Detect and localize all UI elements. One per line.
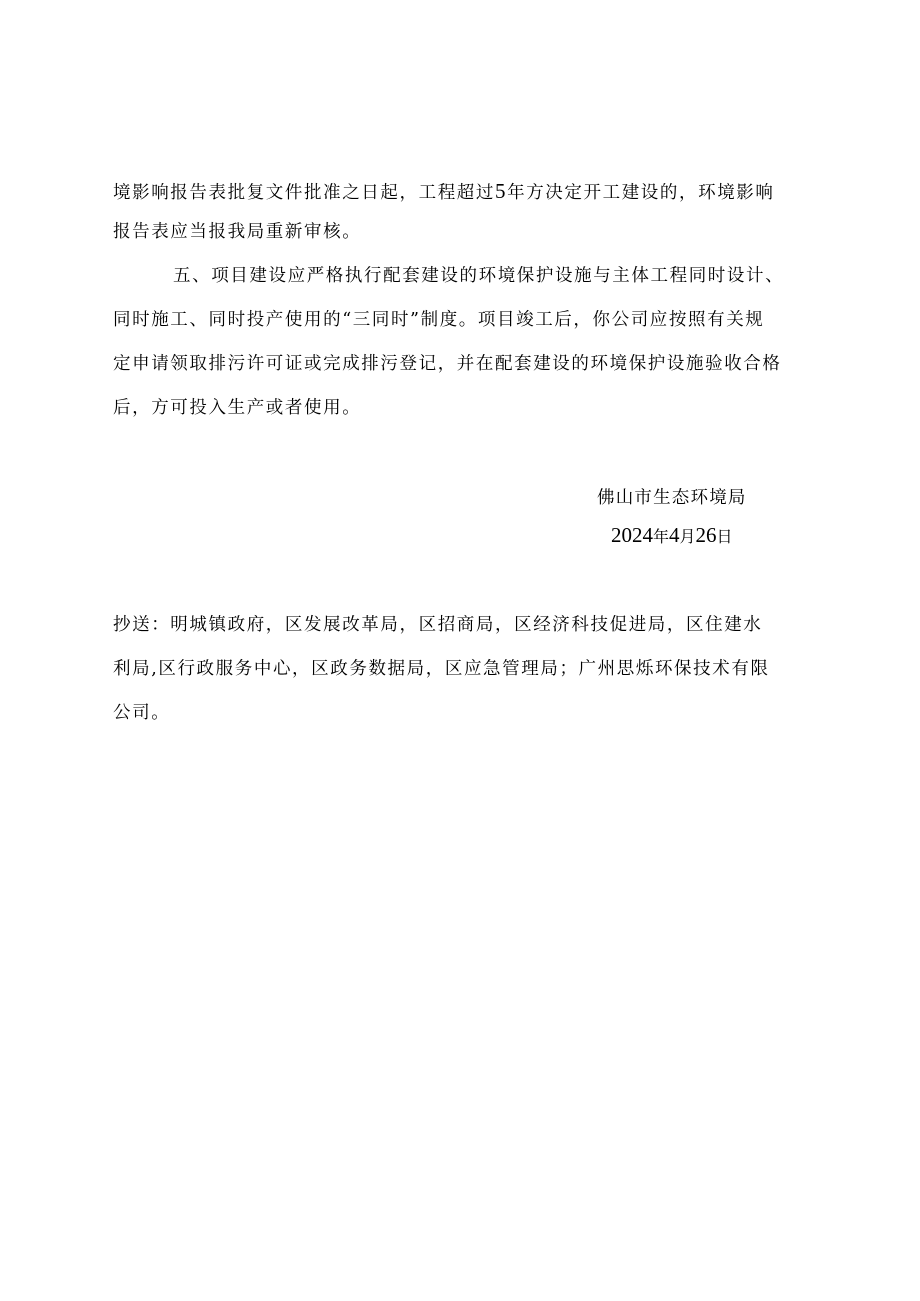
cc-line-3: 公司。: [113, 703, 171, 723]
paragraph-5-line-2: 同时施工、同时投产使用的“三同时”制度。项目竣工后，你公司应按照有关规: [113, 310, 765, 330]
paragraph-5-line-1: 五、项目建设应严格执行配套建设的环境保护设施与主体工程同时设计、: [173, 266, 785, 286]
date-month-char: 月: [679, 527, 696, 546]
paragraph-4-text-a: 境影响报告表批复文件批准之日起，工程超过: [113, 183, 495, 203]
paragraph-5-line-4: 后，方可投入生产或者使用。: [113, 398, 362, 418]
date-day: 26: [695, 523, 717, 547]
signature-organization: 佛山市生态环境局: [597, 488, 747, 508]
paragraph-4-number: 5: [495, 179, 508, 203]
date-year: 2024: [611, 523, 653, 547]
date-day-char: 日: [716, 527, 733, 546]
paragraph-5-line-3: 定申请领取排污许可证或完成排污登记，并在配套建设的环境保护设施验收合格: [113, 354, 782, 374]
cc-line-2: 利局,区行政服务中心，区政务数据局，区应急管理局；广州思烁环保技术有限: [113, 659, 770, 679]
paragraph-4-line-1: [113, 181, 775, 203]
date-year-char: 年: [653, 527, 670, 546]
paragraph-4-text-b: 年方决定开工建设的，环境影响: [507, 183, 775, 203]
paragraph-4-line-2: 报告表应当报我局重新审核。: [113, 222, 362, 242]
date-month: 4: [669, 523, 680, 547]
signature-date: [611, 523, 733, 548]
cc-line-1: 抄送：明城镇政府，区发展改革局，区招商局，区经济科技促进局，区住建水: [113, 615, 763, 635]
